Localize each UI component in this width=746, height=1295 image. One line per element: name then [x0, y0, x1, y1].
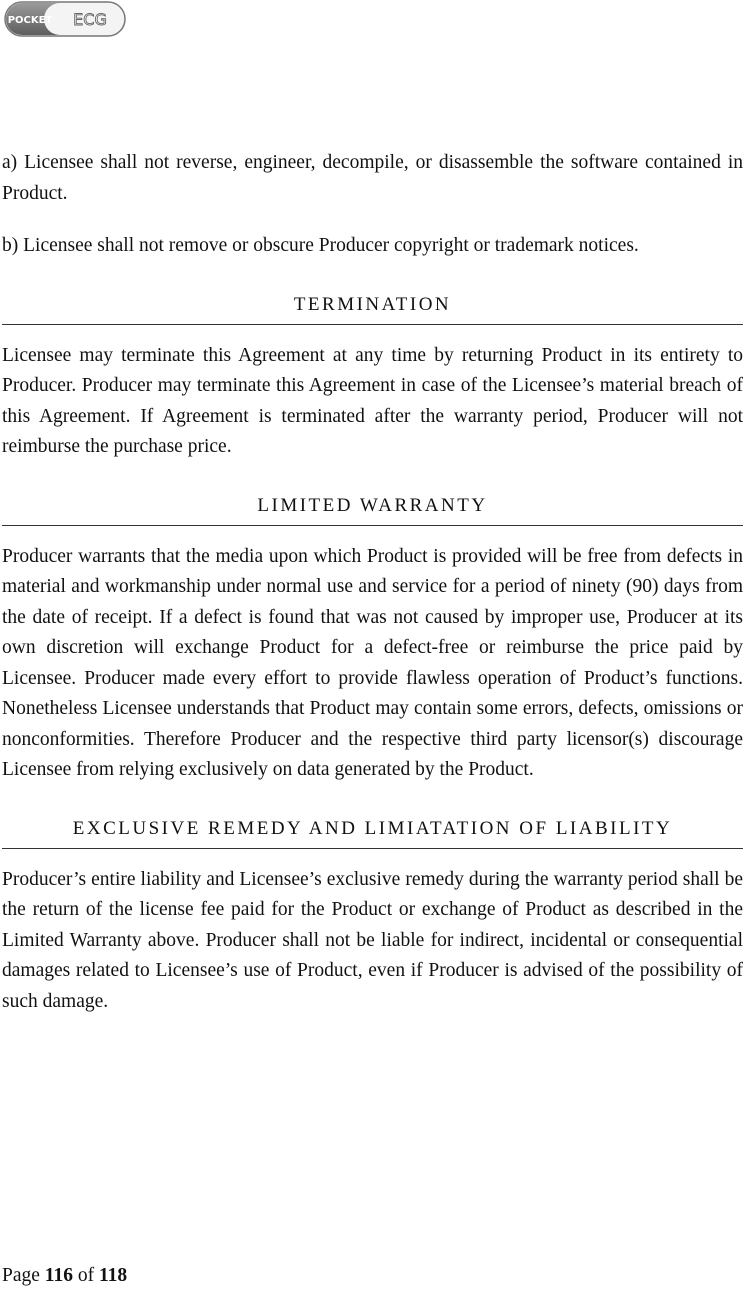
warranty-body: Producer warrants that the media upon which Product is provided will be free from defects in material and workmanship under normal use and service for a period of ninety (90) days from the date of receipt. If a defect is found that was not caused by improper use, Producer at its own discretion will exchange Product for a defect-free or reimburse the price paid by Licensee. Producer made every effort to provide flawless operation of Product’s functions. Nonetheless Licensee understands that Product may contain some errors, defects, omissions or nonconformities. Therefore Producer and the respective third party licensor(s) discourage Licensee from relying exclusively on data generated by the Product. [2, 545, 743, 780]
liability-body: Producer’s entire liability and Licensee’s exclusive remedy during the warranty period shall be the return of the license fee paid for the Product or exchange of Product as described in the Limited Warranty above. Producer shall not be liable for indirect, incidental or consequential damages related to Licensee’s use of Product, even if Producer is advised of the possibility of such damage. [2, 868, 743, 1012]
paragraph-b: b) Licensee shall not remove or obscure Producer copyright or trademark notices. [2, 235, 639, 256]
pocket-ecg-logo [4, 1, 126, 37]
liability-heading: EXCLUSIVE REMEDY AND LIMIATATION OF LIABILITY [2, 814, 743, 849]
total-pages-number: 118 [98, 1265, 128, 1286]
termination-body: Licensee may terminate this Agreement at any time by returning Product in its entirety to Producer. Producer may terminate this Agreement in case of the Licensee’s material breach of this Agreement. If Agreement is terminated after the warranty period, Producer will not reimburse the purchase price. [2, 344, 743, 457]
logo-right-text: ECG [73, 10, 107, 29]
page-footer [2, 1265, 127, 1287]
warranty-heading: LIMITED WARRANTY [2, 491, 743, 526]
of-label: of [77, 1265, 95, 1286]
page-label: Page [2, 1265, 40, 1286]
document-body [2, 148, 743, 1017]
paragraph-a: a) Licensee shall not reverse, engineer, decompile, or disassemble the software contained in Product. [2, 152, 743, 204]
termination-heading: TERMINATION [2, 290, 743, 325]
logo-left-text: POCKET [7, 15, 53, 26]
current-page-number: 116 [44, 1265, 73, 1286]
